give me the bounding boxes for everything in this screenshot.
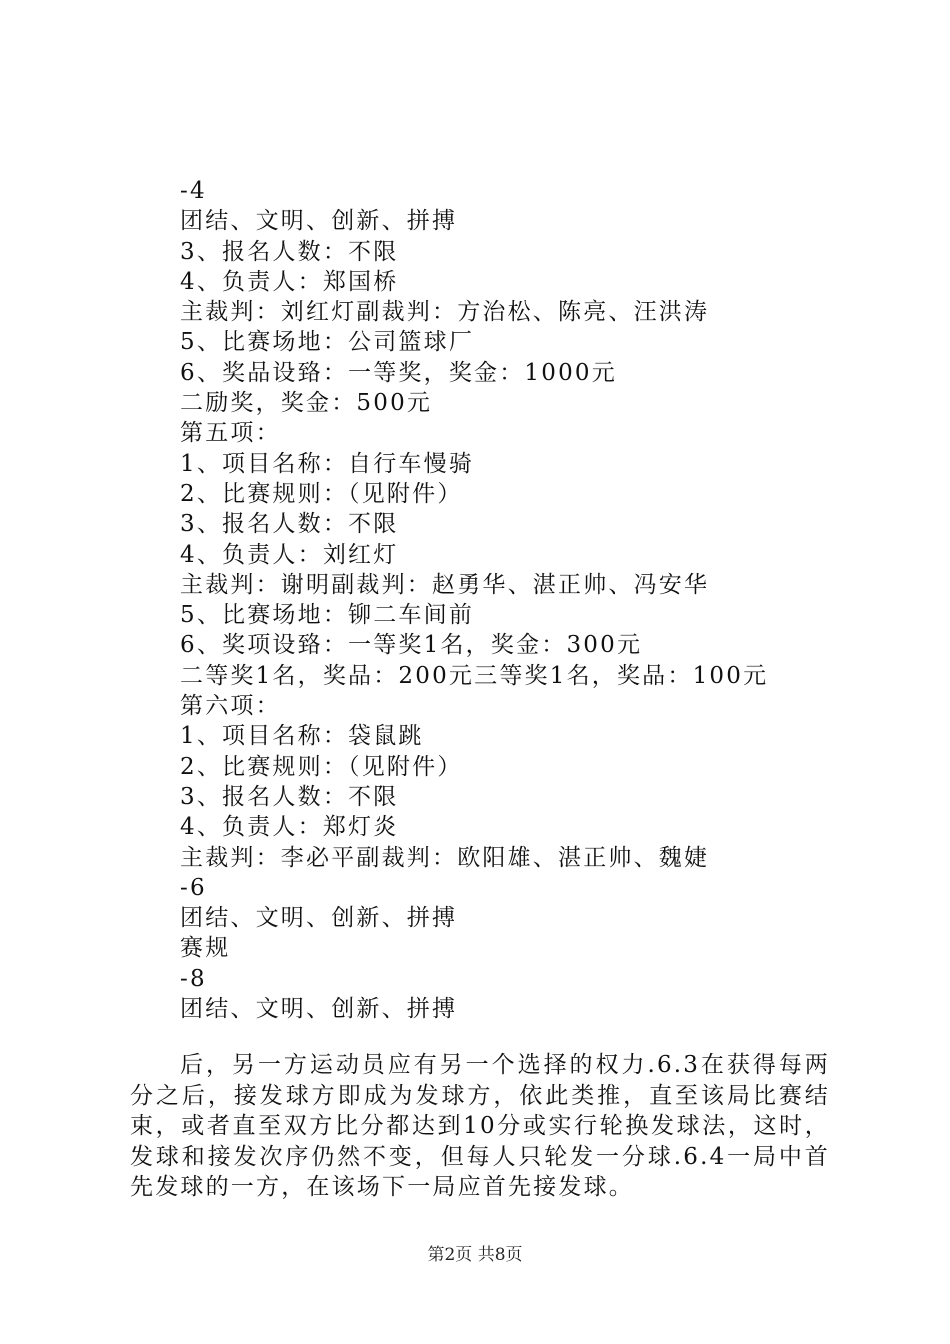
text-line: 赛规 <box>180 935 231 962</box>
page-footer: 第2页 共8页 <box>427 1245 523 1265</box>
text-line: 1、项目名称：自行车慢骑 <box>180 450 475 477</box>
text-line: -6 <box>180 874 207 901</box>
text-line: 二励奖，奖金：500元 <box>180 390 433 417</box>
text-line: -4 <box>180 178 207 204</box>
text-line: 2、比赛规则：（见附件） <box>180 480 463 507</box>
text-line: 3、报名人数：不限 <box>180 783 399 810</box>
text-line: 3、报名人数：不限 <box>180 511 399 538</box>
text-line: 2、比赛规则：（见附件） <box>180 753 463 780</box>
text-line: 5、比赛场地：铆二车间前 <box>180 602 475 629</box>
text-line: 团结、文明、创新、拼搏 <box>180 996 458 1023</box>
text-line: 5、比赛场地：公司篮球厂 <box>180 329 475 356</box>
text-line: 3、报名人数：不限 <box>180 238 399 265</box>
text-line: 6、奖项设臵：一等奖1名，奖金：300元 <box>180 632 643 659</box>
section-heading: 第五项： <box>180 420 281 447</box>
text-line: 团结、文明、创新、拼搏 <box>180 905 458 932</box>
text-line: 4、负责人：郑灯炎 <box>180 814 399 841</box>
text-line: 二等奖1名，奖品：200元三等奖1名，奖品：100元 <box>180 662 769 689</box>
text-line: 团结、文明、创新、拼搏 <box>180 208 458 235</box>
body-paragraph: 后，另一方运动员应有另一个选择的权力.6.3在获得每两分之后，接发球方即成为发球方，依此类推，直至该局比赛结束，或者直至双方比分都达到10分或实行轮换发球法，这时，发球和接发次序仍然不变，但每人只轮发一分球.6.4一局中首先发球的一方，在该场下一局应首先接发球。 <box>130 1052 830 1200</box>
text-line: 1、项目名称：袋鼠跳 <box>180 723 424 750</box>
text-line: 主裁判：谢明副裁判：赵勇华、湛正帅、冯安华 <box>180 571 710 598</box>
section-heading: 第六项： <box>180 693 281 720</box>
text-line: 6、奖品设臵：一等奖，奖金：1000元 <box>180 359 617 386</box>
line-list <box>180 176 860 1024</box>
text-line: 主裁判：李必平副裁判：欧阳雄、湛正帅、魏婕 <box>180 844 710 871</box>
text-line: 4、负责人：郑国桥 <box>180 268 399 295</box>
text-line: 4、负责人：刘红灯 <box>180 541 399 568</box>
text-line: -8 <box>180 965 207 992</box>
text-line: 主裁判：刘红灯副裁判：方治松、陈亮、汪洪涛 <box>180 299 710 326</box>
